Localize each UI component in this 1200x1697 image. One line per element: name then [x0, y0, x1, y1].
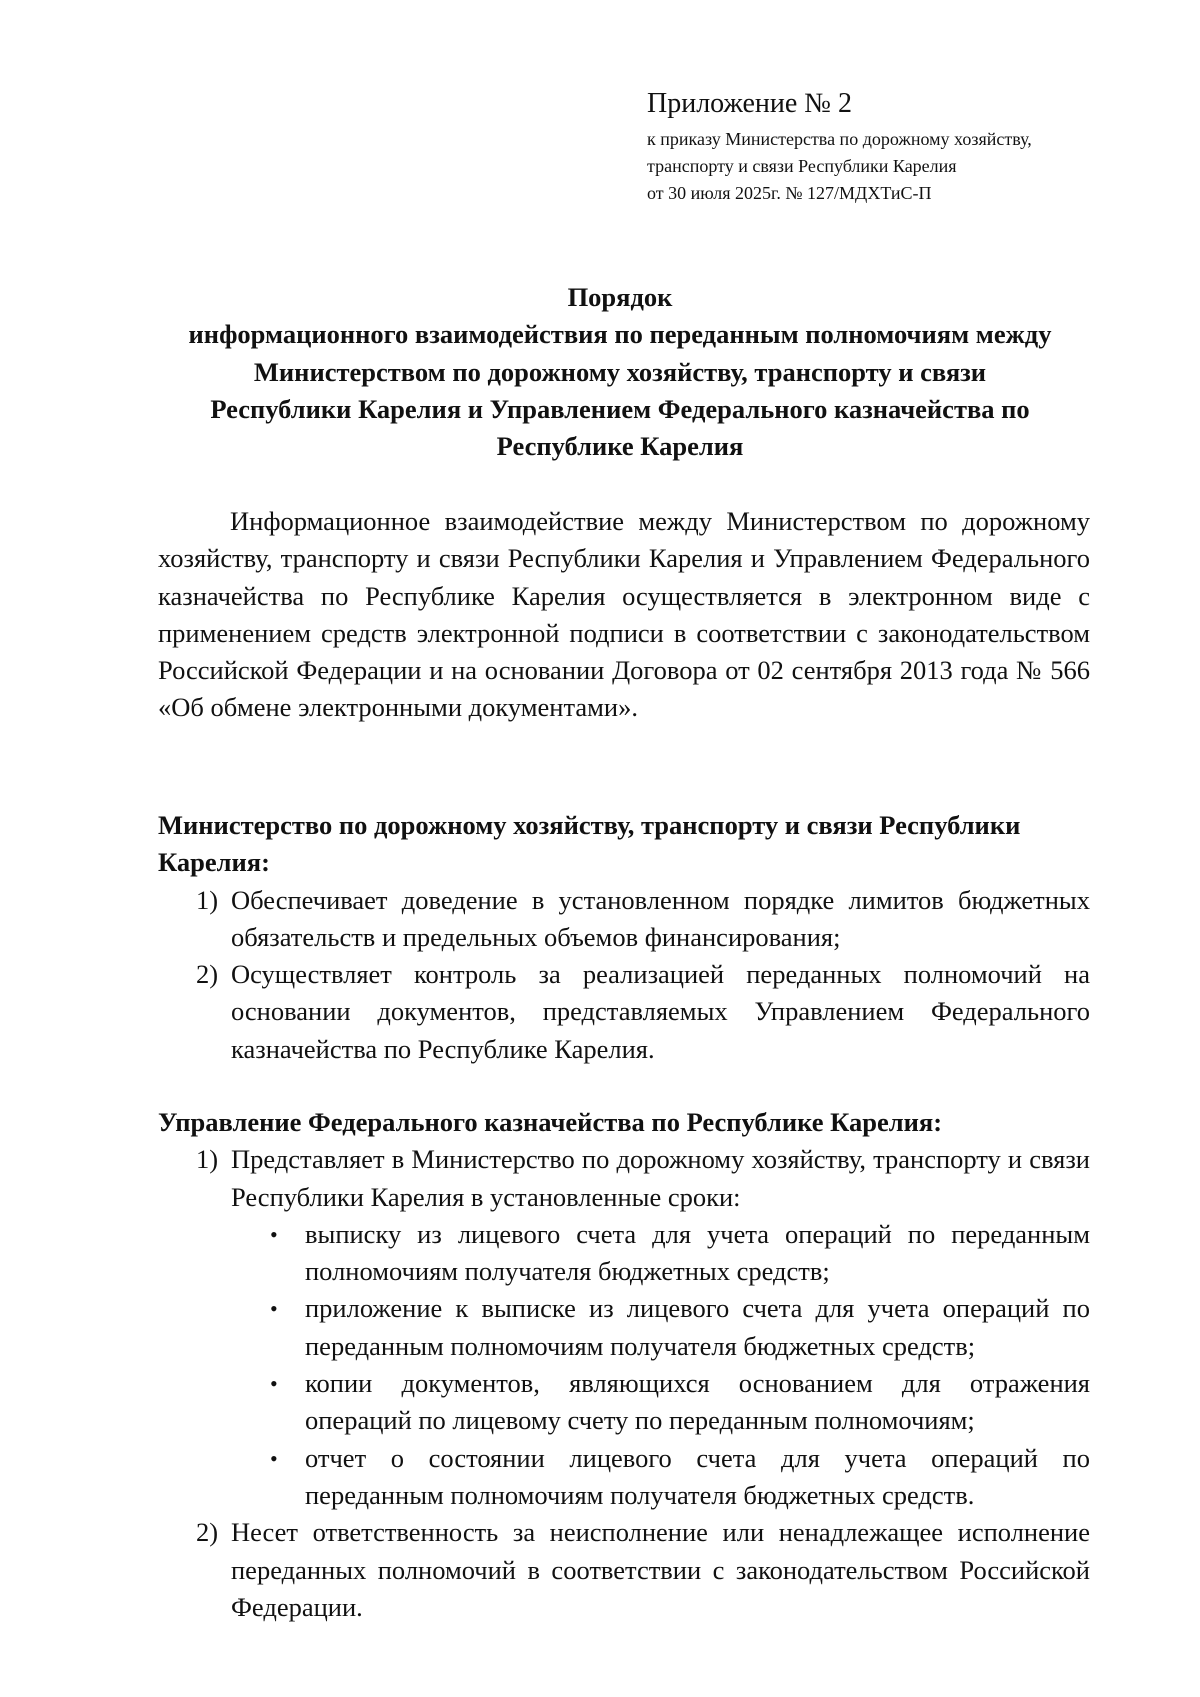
list-item [158, 1141, 1090, 1514]
bullet-item [231, 1216, 1090, 1291]
list-item-number: 1) [196, 1144, 219, 1175]
document-heading [150, 279, 1090, 465]
heading-line-3: Министерством по дорожному хозяйству, транспорту и связи [253, 356, 987, 387]
section-ministry-title: Министерство по дорожному хозяйству, транспорту и связи Республики Карелия: [158, 810, 1021, 878]
bullet-text: приложение к выписке из лицевого счета для учета операций по переданным полномочиям получателя бюджетных средств; [305, 1293, 1090, 1361]
bullet-icon: • [270, 1296, 278, 1322]
documents-bullet-list [231, 1216, 1090, 1514]
list-item [158, 882, 1090, 957]
section-treasury-list [158, 1141, 1090, 1626]
list-item-text: Несет ответственность за неисполнение или ненадлежащее исполнение переданных полномочий в соответствии с законодательством Российской Федерации. [231, 1517, 1090, 1622]
appendix-order-line-2: транспорту и связи Республики Карелия [647, 156, 957, 176]
list-item-text: Представляет в Министерство по дорожному хозяйству, транспорту и связи Республики Карелия в установленные сроки: [231, 1144, 1090, 1212]
bullet-icon: • [270, 1221, 278, 1247]
appendix-title: Приложение № 2 [647, 88, 852, 119]
heading-line-5: Республике Карелия [496, 431, 744, 462]
list-item-text: Обеспечивает доведение в установленном порядке лимитов бюджетных обязательств и предельных объемов финансирования; [231, 884, 1090, 952]
bullet-item [231, 1290, 1090, 1365]
section-treasury-title: Управление Федерального казначейства по Республике Карелия: [158, 1107, 943, 1137]
list-item-number: 2) [196, 1517, 219, 1548]
appendix-block [647, 86, 1117, 207]
section-treasury [158, 1104, 1090, 1626]
section-ministry [158, 807, 1090, 1068]
bullet-text: выписку из лицевого счета для учета операций по переданным полномочиям получателя бюджетных средств; [305, 1218, 1090, 1287]
bullet-icon: • [270, 1371, 278, 1397]
bullet-text: копии документов, являющихся основанием для отражения операций по лицевому счету по переданным полномочиям; [305, 1368, 1090, 1436]
appendix-order-line-1: к приказу Министерства по дорожному хозяйству, [647, 129, 1032, 149]
heading-line-1: Порядок [567, 282, 673, 312]
bullet-item [231, 1440, 1090, 1515]
bullet-icon: • [270, 1445, 278, 1471]
appendix-order-line-3: от 30 июля 2025г. № 127/МДХТиС-П [647, 183, 932, 203]
list-item [158, 1514, 1090, 1626]
heading-line-4: Республики Карелия и Управлением Федерального казначейства по [210, 393, 1030, 424]
bullet-item [231, 1365, 1090, 1440]
list-item-number: 2) [196, 959, 219, 990]
list-item-text: Осуществляет контроль за реализацией переданных полномочий на основании документов, представляемых Управлением Федерального казначейства по Республике Карелия. [231, 959, 1090, 1064]
list-item [158, 956, 1090, 1068]
heading-line-2: информационного взаимодействия по переданным полномочиям между [188, 319, 1052, 350]
intro-paragraph: Информационное взаимодействие между Министерством по дорожному хозяйству, транспорту и связи Республики Карелия и Управлением Федерального казначейства по Республике Карелия осуществляется в электронном виде с применением средств электронной подписи в соответствии с законодательством Российской Федерации и на основании Договора от 02 сентября 2013 года № 566 «Об обмене электронными документами». [158, 506, 1090, 723]
bullet-text: отчет о состоянии лицевого счета для учета операций по переданным полномочиям получателя бюджетных средств. [305, 1442, 1090, 1510]
list-item-number: 1) [196, 884, 219, 915]
section-ministry-list [158, 882, 1090, 1068]
